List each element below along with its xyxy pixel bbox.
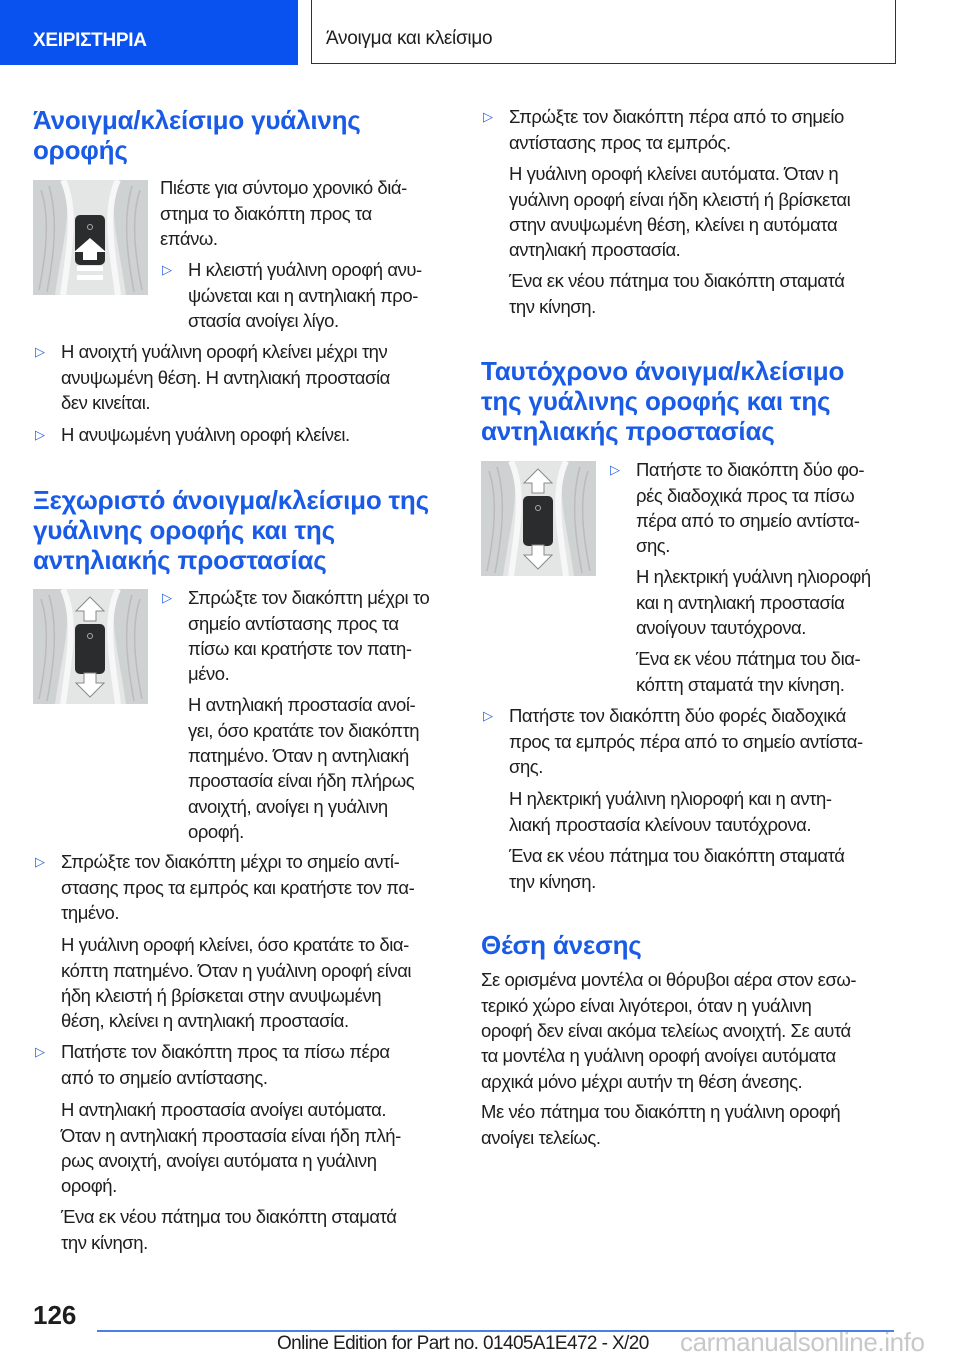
text-line: στασία ανοίγει λίγο. [188, 310, 339, 332]
text-line: της γυάλινης οροφής και της [481, 386, 831, 416]
bullet-triangle-icon: ▷ [35, 854, 45, 870]
text-line: ανυψωμένη θέση. Η αντηλιακή προστασία [61, 366, 390, 388]
text-line: ανοίγει τελείως. [481, 1126, 601, 1148]
bullet-triangle-icon: ▷ [35, 1044, 45, 1060]
text-line: Με νέο πάτημα του διακόπτη η γυάλινη οροφή [481, 1101, 841, 1123]
text-line: γυάλινη οροφή είναι ήδη κλειστή ή βρίσκεται [509, 188, 851, 210]
text-line: Η αντηλιακή προστασία ανοίγει αυτόματα. [61, 1099, 387, 1121]
bullet-item [636, 457, 864, 559]
text-line: πέρα από το σημείο αντίστα- [636, 510, 860, 532]
bullet-item [61, 849, 414, 925]
text-line: γυάλινης οροφής και της [33, 515, 335, 545]
bullet-item [61, 339, 390, 415]
text-line: Ένα εκ νέου πάτημα του διακόπτη σταματά [61, 1206, 397, 1228]
text-line: αντίστασης προς τα εμπρός. [509, 131, 731, 153]
text-line: Ένα εκ νέου πάτημα του δια- [636, 648, 861, 670]
text-line: την κίνηση. [61, 1231, 148, 1253]
text-line: Πατήστε το διακόπτη δύο φο- [636, 459, 865, 481]
bullet-triangle-icon: ▷ [483, 109, 493, 125]
text-line: Ταυτόχρονο άνοιγμα/κλείσιμο [481, 356, 845, 386]
text-line: στασης προς τα εμπρός και κρατήστε τον πα- [61, 876, 415, 898]
paragraph [481, 1099, 840, 1150]
paragraph [160, 175, 407, 251]
text-line: την κίνηση. [509, 870, 596, 892]
text-line: αντηλιακής προστασίας [481, 416, 775, 446]
chapter-tab [311, 0, 896, 64]
text-line: ρές διαδοχικά προς τα πίσω [636, 484, 855, 506]
text-line: κόπτη σταματά την κίνηση. [636, 673, 845, 695]
text-line: Σπρώξτε τον διακόπτη μέχρι το σημείο αντί- [61, 851, 400, 873]
text-line: Η γυάλινη οροφή κλείνει, όσο κρατάτε το δια- [61, 934, 409, 956]
text-line: Σπρώξτε τον διακόπτη μέχρι το [188, 587, 430, 609]
bullet-triangle-icon: ▷ [610, 462, 620, 478]
text-line: δεν κινείται. [61, 392, 151, 414]
text-line: οροφή δεν είναι ακόμα τελείως ανοιχτή. Σε αυτά [481, 1020, 851, 1042]
text-line: Θέση άνεσης [481, 930, 642, 960]
text-line: ανοίγουν ταυτόχρονα. [636, 617, 806, 639]
bullet-triangle-icon: ▷ [483, 708, 493, 724]
section-title: ΧΕΙΡΙΣΤΗΡΙΑ [33, 30, 147, 51]
text-line: Η ανοιχτή γυάλινη οροφή κλείνει μέχρι την [61, 341, 388, 363]
paragraph [61, 1204, 397, 1255]
edition-note: Online Edition for Part no. 01405A1E472 - X/20 [277, 1333, 649, 1354]
text-line: επάνω. [160, 228, 218, 250]
paragraph [188, 692, 419, 844]
text-line: σης. [636, 535, 670, 557]
text-line: κόπτη πατημένο. Όταν η γυάλινη οροφή είναι [61, 959, 412, 981]
bullet-triangle-icon: ▷ [162, 262, 172, 278]
bullet-triangle-icon: ▷ [162, 590, 172, 606]
paragraph [509, 786, 832, 837]
text-line: πίσω και κρατήστε τον πατη- [188, 638, 412, 660]
bullet-item [509, 703, 863, 779]
text-line: στην ανυψωμένη θέση, κλείνει η αυτόματα [509, 214, 838, 236]
text-line: οροφή. [61, 1175, 117, 1197]
section-heading [33, 105, 361, 165]
text-line: Σπρώξτε τον διακόπτη πέρα από το σημείο [509, 106, 844, 128]
text-line: ανοιχτή, ανοίγει η γυάλινη [188, 795, 388, 817]
text-line: αντηλιακή προστασία. [509, 239, 681, 261]
text-line: αρχικά μόνο μέχρι αυτήν τη θέση άνεσης. [481, 1070, 803, 1092]
section-heading [33, 485, 429, 575]
text-line: προς τα εμπρός πέρα από το σημείο αντίστα- [509, 730, 863, 752]
text-line: από το σημείο αντίστασης. [61, 1066, 268, 1088]
bullet-item [188, 257, 422, 333]
bullet-item [61, 422, 350, 447]
text-line: ρως ανοιχτή, ανοίγει αυτόματα η γυάλινη [61, 1150, 377, 1172]
text-line: τα μοντέλα η γυάλινη οροφή ανοίγει αυτόματα [481, 1045, 836, 1067]
text-line: ψώνεται και η αντηλιακή προ- [188, 284, 418, 306]
section-heading [481, 356, 844, 446]
text-line: Η ανυψωμένη γυάλινη οροφή κλείνει. [61, 424, 350, 446]
bullet-triangle-icon: ▷ [35, 344, 45, 360]
paragraph [481, 967, 856, 1094]
text-line: Πατήστε τον διακόπτη προς τα πίσω πέρα [61, 1041, 390, 1063]
text-line: σης. [509, 756, 543, 778]
text-line: Η γυάλινη οροφή κλείνει αυτόματα. Όταν η [509, 163, 839, 185]
bullet-item [188, 585, 429, 687]
text-line: Ξεχωριστό άνοιγμα/κλείσιμο της [33, 485, 429, 515]
text-line: τερικό χώρο είναι λιγότεροι, όταν η γυάλινη [481, 994, 812, 1016]
text-line: πατημένο. Όταν η αντηλιακή [188, 745, 409, 767]
text-line: την κίνηση. [509, 295, 596, 317]
bullet-item [509, 104, 844, 155]
text-line: προστασία είναι ήδη πλήρως [188, 770, 415, 792]
text-line: και η αντηλιακή προστασία [636, 591, 845, 613]
text-line: σημείο αντίστασης προς τα [188, 612, 399, 634]
text-line: οροφής [33, 135, 128, 165]
text-line: Άνοιγμα/κλείσιμο γυάλινης [33, 105, 361, 135]
text-line: Η ηλεκτρική γυάλινη ηλιοροφή και η αντη- [509, 788, 832, 810]
text-line: στημα το διακόπτη προς τα [160, 202, 372, 224]
section-tab [0, 0, 298, 65]
text-line: τημένο. [61, 902, 120, 924]
paragraph [509, 268, 845, 319]
switch-push-back-forward-image [33, 589, 148, 704]
bullet-triangle-icon: ▷ [35, 427, 45, 443]
text-line: Πατήστε τον διακόπτη δύο φορές διαδοχικά [509, 705, 846, 727]
text-line: Ένα εκ νέου πάτημα του διακόπτη σταματά [509, 270, 845, 292]
text-line: Πιέστε για σύντομο χρονικό διά- [160, 177, 407, 199]
text-line: μένο. [188, 663, 230, 685]
text-line: Η αντηλιακή προστασία ανοί- [188, 694, 416, 716]
text-line: λιακή προστασία κλείνουν ταυτόχρονα. [509, 813, 812, 835]
paragraph [509, 161, 850, 263]
watermark: carmanualsonline.info [680, 1327, 925, 1357]
chapter-title: Άνοιγμα και κλείσιμο [326, 28, 493, 49]
text-line: Όταν η αντηλιακή προστασία είναι ήδη πλή- [61, 1124, 401, 1146]
text-line: οροφή. [188, 821, 244, 843]
text-line: Η ηλεκτρική γυάλινη ηλιοροφή [636, 566, 871, 588]
text-line: Σε ορισμένα μοντέλα οι θόρυβοι αέρα στον εσω- [481, 969, 857, 991]
paragraph [61, 932, 411, 1034]
switch-double-press-image [481, 461, 596, 576]
text-line: Η κλειστή γυάλινη οροφή ανυ- [188, 259, 422, 281]
section-heading [481, 930, 642, 960]
text-line: θέση, κλείνει η αντηλιακή προστασία. [61, 1010, 349, 1032]
text-line: γει, όσο κρατάτε τον διακόπτη [188, 719, 420, 741]
page-number: 126 [33, 1300, 77, 1330]
bullet-item [61, 1039, 390, 1090]
paragraph [636, 564, 871, 640]
paragraph [636, 646, 860, 697]
text-line: ήδη κλειστή ή βρίσκεται στην ανυψωμένη [61, 985, 382, 1007]
text-line: Ένα εκ νέου πάτημα του διακόπτη σταματά [509, 845, 845, 867]
paragraph [61, 1097, 401, 1199]
text-line: αντηλιακής προστασίας [33, 545, 327, 575]
switch-push-up-image [33, 180, 148, 295]
paragraph [509, 843, 845, 894]
